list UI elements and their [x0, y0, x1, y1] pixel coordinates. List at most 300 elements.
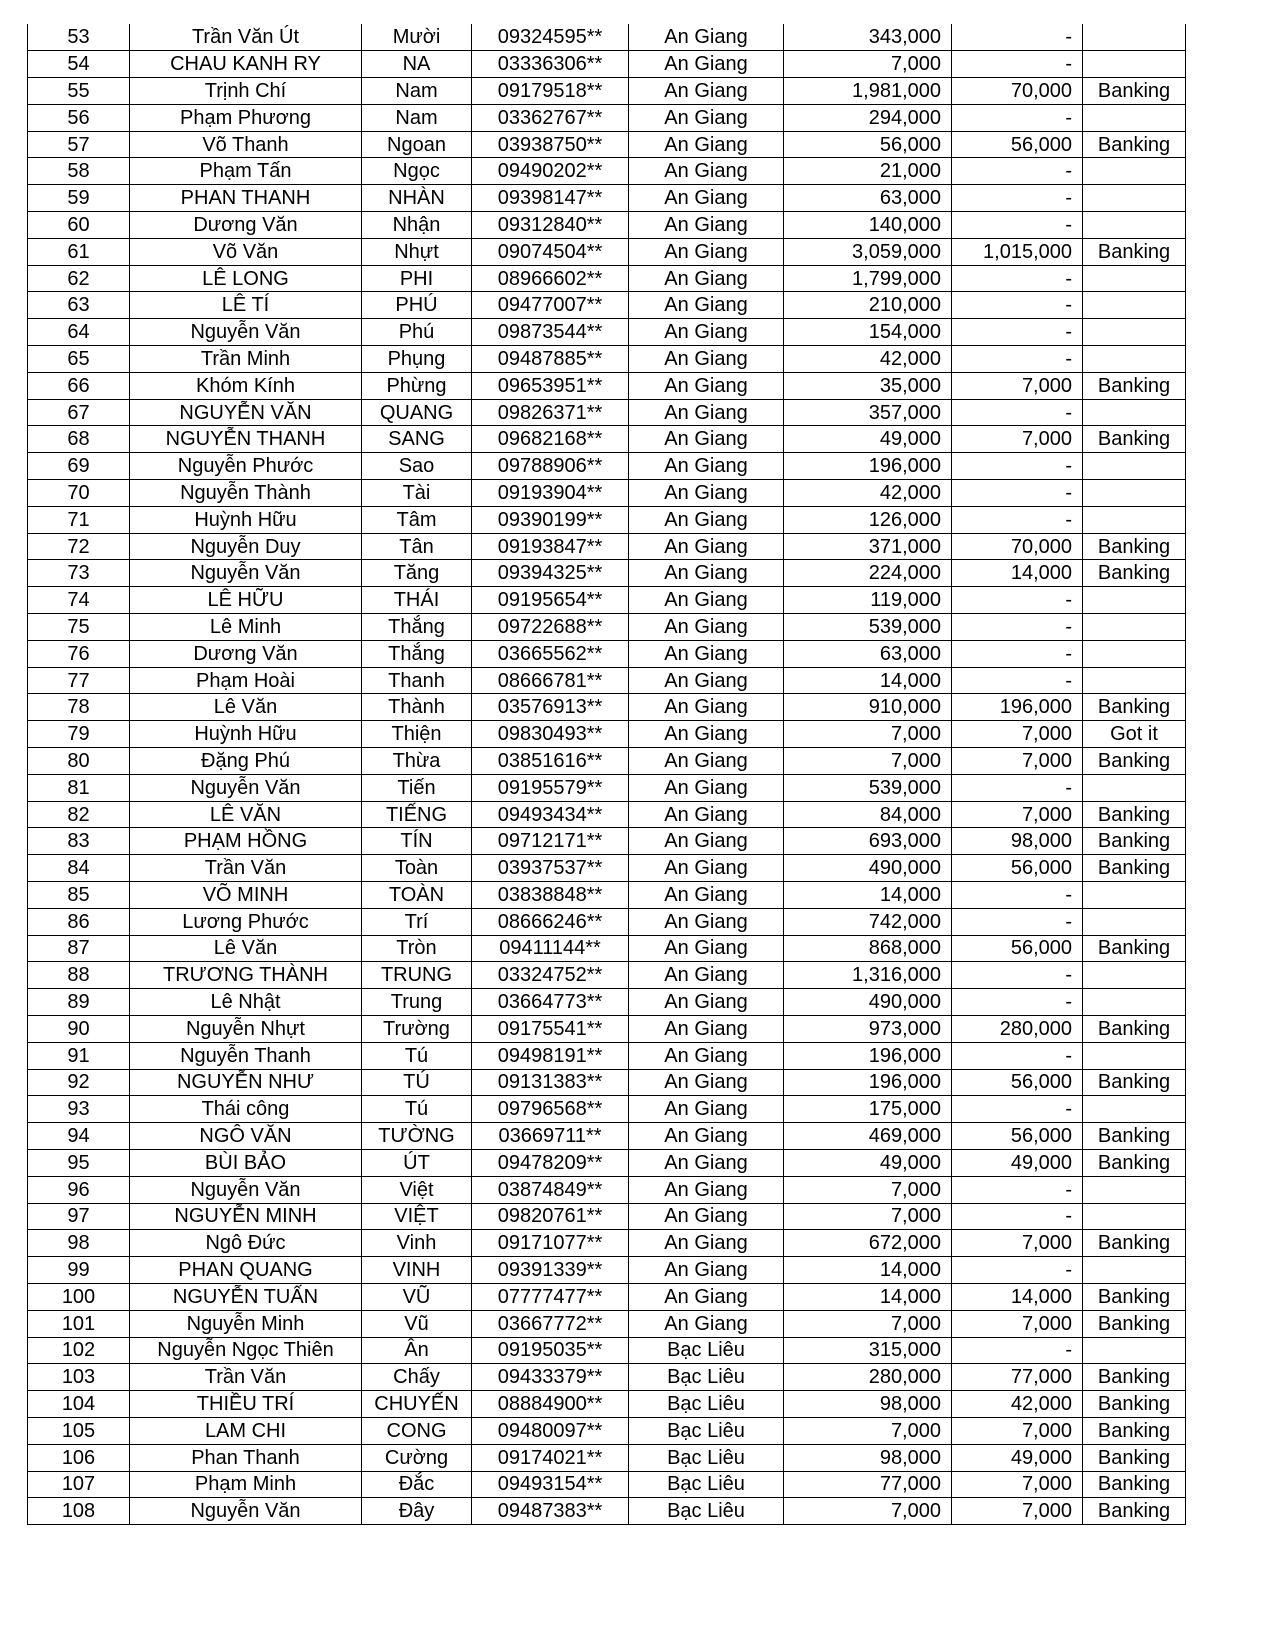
cell-first-name: QUANG	[362, 399, 472, 426]
cell-number: 88	[28, 962, 130, 989]
cell-first-name: Sao	[362, 453, 472, 480]
cell-last-name: Phạm Hoài	[130, 667, 362, 694]
cell-phone: 08884900**	[472, 1391, 629, 1418]
cell-number: 90	[28, 1015, 130, 1042]
cell-paid: -	[952, 319, 1083, 346]
cell-phone: 09195579**	[472, 774, 629, 801]
cell-province: An Giang	[629, 426, 784, 453]
cell-amount: 294,000	[784, 104, 952, 131]
cell-first-name: Thừa	[362, 748, 472, 775]
cell-number: 108	[28, 1498, 130, 1525]
cell-province: An Giang	[629, 1203, 784, 1230]
cell-first-name: Thiện	[362, 721, 472, 748]
cell-number: 65	[28, 346, 130, 373]
cell-method	[1083, 158, 1186, 185]
cell-amount: 98,000	[784, 1444, 952, 1471]
cell-paid: 70,000	[952, 78, 1083, 105]
cell-amount: 539,000	[784, 614, 952, 641]
cell-paid: -	[952, 51, 1083, 78]
table-row	[28, 828, 1186, 855]
table-row	[28, 399, 1186, 426]
cell-number: 94	[28, 1123, 130, 1150]
cell-method	[1083, 399, 1186, 426]
cell-last-name: PHẠM HỒNG	[130, 828, 362, 855]
cell-province: An Giang	[629, 104, 784, 131]
cell-province: An Giang	[629, 748, 784, 775]
table-row	[28, 721, 1186, 748]
cell-province: An Giang	[629, 721, 784, 748]
cell-paid: -	[952, 962, 1083, 989]
cell-province: An Giang	[629, 533, 784, 560]
cell-phone: 09487383**	[472, 1498, 629, 1525]
cell-phone: 09796568**	[472, 1096, 629, 1123]
cell-phone: 09195654**	[472, 587, 629, 614]
cell-province: An Giang	[629, 1257, 784, 1284]
cell-province: Bạc Liêu	[629, 1471, 784, 1498]
cell-last-name: Đặng Phú	[130, 748, 362, 775]
cell-province: An Giang	[629, 935, 784, 962]
table-row	[28, 1471, 1186, 1498]
cell-paid: 70,000	[952, 533, 1083, 560]
cell-province: An Giang	[629, 801, 784, 828]
cell-first-name: Cường	[362, 1444, 472, 1471]
cell-province: An Giang	[629, 238, 784, 265]
cell-number: 95	[28, 1149, 130, 1176]
cell-last-name: Nguyễn Phước	[130, 453, 362, 480]
cell-province: An Giang	[629, 480, 784, 507]
cell-province: An Giang	[629, 346, 784, 373]
cell-number: 98	[28, 1230, 130, 1257]
table-row	[28, 372, 1186, 399]
cell-first-name: NHÀN	[362, 185, 472, 212]
cell-method	[1083, 1096, 1186, 1123]
cell-amount: 1,799,000	[784, 265, 952, 292]
cell-first-name: THÁI	[362, 587, 472, 614]
cell-first-name: CHUYẾN	[362, 1391, 472, 1418]
cell-province: An Giang	[629, 1015, 784, 1042]
cell-method	[1083, 24, 1186, 51]
cell-method: Banking	[1083, 1417, 1186, 1444]
table-row	[28, 346, 1186, 373]
cell-paid: -	[952, 480, 1083, 507]
cell-phone: 09175541**	[472, 1015, 629, 1042]
cell-first-name: Trung	[362, 989, 472, 1016]
cell-first-name: TÚ	[362, 1069, 472, 1096]
cell-method: Banking	[1083, 1149, 1186, 1176]
cell-method: Banking	[1083, 78, 1186, 105]
cell-province: An Giang	[629, 908, 784, 935]
cell-last-name: Nguyễn Văn	[130, 319, 362, 346]
table-row	[28, 560, 1186, 587]
cell-method: Banking	[1083, 1283, 1186, 1310]
cell-paid: 7,000	[952, 1310, 1083, 1337]
cell-first-name: TRUNG	[362, 962, 472, 989]
cell-province: An Giang	[629, 640, 784, 667]
table-row	[28, 1203, 1186, 1230]
cell-paid: -	[952, 1096, 1083, 1123]
cell-first-name: Nam	[362, 78, 472, 105]
cell-province: An Giang	[629, 131, 784, 158]
cell-phone: 09477007**	[472, 292, 629, 319]
cell-paid: -	[952, 1337, 1083, 1364]
cell-first-name: Tiến	[362, 774, 472, 801]
cell-method: Banking	[1083, 1069, 1186, 1096]
cell-method: Banking	[1083, 1364, 1186, 1391]
cell-number: 55	[28, 78, 130, 105]
cell-phone: 09398147**	[472, 185, 629, 212]
cell-last-name: Nguyễn Minh	[130, 1310, 362, 1337]
table-row	[28, 158, 1186, 185]
cell-phone: 09873544**	[472, 319, 629, 346]
cell-paid: 49,000	[952, 1444, 1083, 1471]
cell-last-name: Trịnh Chí	[130, 78, 362, 105]
cell-phone: 09174021**	[472, 1444, 629, 1471]
cell-number: 84	[28, 855, 130, 882]
cell-method	[1083, 587, 1186, 614]
cell-last-name: Phạm Tấn	[130, 158, 362, 185]
cell-amount: 63,000	[784, 640, 952, 667]
cell-number: 71	[28, 506, 130, 533]
cell-province: An Giang	[629, 962, 784, 989]
cell-amount: 539,000	[784, 774, 952, 801]
cell-method	[1083, 51, 1186, 78]
cell-number: 80	[28, 748, 130, 775]
cell-number: 60	[28, 212, 130, 239]
cell-last-name: NGUYỄN TUẤN	[130, 1283, 362, 1310]
cell-last-name: Dương Văn	[130, 640, 362, 667]
cell-number: 105	[28, 1417, 130, 1444]
cell-first-name: CONG	[362, 1417, 472, 1444]
cell-phone: 09433379**	[472, 1364, 629, 1391]
cell-amount: 490,000	[784, 989, 952, 1016]
cell-number: 59	[28, 185, 130, 212]
cell-last-name: Huỳnh Hữu	[130, 506, 362, 533]
cell-first-name: TÍN	[362, 828, 472, 855]
cell-phone: 09193904**	[472, 480, 629, 507]
table-row	[28, 1391, 1186, 1418]
table-row	[28, 1230, 1186, 1257]
cell-province: An Giang	[629, 24, 784, 51]
cell-method: Banking	[1083, 828, 1186, 855]
table-row	[28, 212, 1186, 239]
cell-number: 77	[28, 667, 130, 694]
cell-province: An Giang	[629, 453, 784, 480]
table-row	[28, 614, 1186, 641]
cell-phone: 09653951**	[472, 372, 629, 399]
cell-last-name: Nguyễn Văn	[130, 1498, 362, 1525]
cell-first-name: Ân	[362, 1337, 472, 1364]
cell-first-name: Phú	[362, 319, 472, 346]
cell-amount: 98,000	[784, 1391, 952, 1418]
cell-first-name: Tân	[362, 533, 472, 560]
cell-amount: 315,000	[784, 1337, 952, 1364]
cell-paid: -	[952, 104, 1083, 131]
cell-method: Banking	[1083, 426, 1186, 453]
cell-method: Banking	[1083, 372, 1186, 399]
cell-first-name: Trí	[362, 908, 472, 935]
cell-last-name: Thái công	[130, 1096, 362, 1123]
cell-first-name: Thanh	[362, 667, 472, 694]
table-row	[28, 238, 1186, 265]
cell-amount: 56,000	[784, 131, 952, 158]
cell-last-name: Khóm Kính	[130, 372, 362, 399]
cell-method	[1083, 185, 1186, 212]
cell-method: Banking	[1083, 1471, 1186, 1498]
table-row	[28, 1310, 1186, 1337]
cell-first-name: Nam	[362, 104, 472, 131]
cell-paid: -	[952, 1042, 1083, 1069]
cell-number: 61	[28, 238, 130, 265]
cell-method	[1083, 667, 1186, 694]
cell-phone: 09682168**	[472, 426, 629, 453]
cell-amount: 672,000	[784, 1230, 952, 1257]
cell-paid: 98,000	[952, 828, 1083, 855]
winners-table	[27, 24, 1186, 1525]
cell-first-name: TOÀN	[362, 882, 472, 909]
cell-phone: 09826371**	[472, 399, 629, 426]
cell-method	[1083, 480, 1186, 507]
cell-amount: 1,316,000	[784, 962, 952, 989]
cell-method	[1083, 265, 1186, 292]
cell-last-name: Trần Văn	[130, 855, 362, 882]
table-body	[28, 24, 1186, 1525]
cell-province: An Giang	[629, 1069, 784, 1096]
cell-paid: 1,015,000	[952, 238, 1083, 265]
cell-last-name: Huỳnh Hữu	[130, 721, 362, 748]
cell-first-name: PHÚ	[362, 292, 472, 319]
cell-province: An Giang	[629, 774, 784, 801]
cell-number: 102	[28, 1337, 130, 1364]
cell-phone: 03667772**	[472, 1310, 629, 1337]
cell-method: Banking	[1083, 1123, 1186, 1150]
cell-amount: 49,000	[784, 426, 952, 453]
cell-amount: 973,000	[784, 1015, 952, 1042]
cell-paid: -	[952, 346, 1083, 373]
cell-number: 69	[28, 453, 130, 480]
cell-phone: 03937537**	[472, 855, 629, 882]
cell-last-name: BÙI BẢO	[130, 1149, 362, 1176]
cell-method	[1083, 319, 1186, 346]
cell-first-name: Nhận	[362, 212, 472, 239]
cell-last-name: Nguyễn Thành	[130, 480, 362, 507]
table-row	[28, 882, 1186, 909]
cell-province: Bạc Liêu	[629, 1498, 784, 1525]
cell-first-name: TƯỜNG	[362, 1123, 472, 1150]
cell-last-name: Ngô Đức	[130, 1230, 362, 1257]
cell-method	[1083, 1176, 1186, 1203]
cell-amount: 14,000	[784, 1283, 952, 1310]
cell-paid: -	[952, 399, 1083, 426]
cell-first-name: Nhựt	[362, 238, 472, 265]
cell-phone: 08966602**	[472, 265, 629, 292]
cell-amount: 343,000	[784, 24, 952, 51]
cell-method	[1083, 989, 1186, 1016]
cell-amount: 42,000	[784, 480, 952, 507]
cell-first-name: Thành	[362, 694, 472, 721]
cell-province: An Giang	[629, 399, 784, 426]
cell-first-name: Tăng	[362, 560, 472, 587]
cell-phone: 09391339**	[472, 1257, 629, 1284]
cell-method: Got it	[1083, 721, 1186, 748]
table-row	[28, 1283, 1186, 1310]
table-row	[28, 1257, 1186, 1284]
cell-first-name: Đây	[362, 1498, 472, 1525]
cell-paid: -	[952, 587, 1083, 614]
cell-number: 54	[28, 51, 130, 78]
cell-amount: 7,000	[784, 1498, 952, 1525]
table-row	[28, 24, 1186, 51]
cell-paid: 56,000	[952, 935, 1083, 962]
cell-first-name: Toàn	[362, 855, 472, 882]
cell-province: An Giang	[629, 292, 784, 319]
table-row	[28, 1364, 1186, 1391]
cell-amount: 175,000	[784, 1096, 952, 1123]
cell-number: 76	[28, 640, 130, 667]
cell-method	[1083, 453, 1186, 480]
cell-method	[1083, 1257, 1186, 1284]
cell-paid: -	[952, 667, 1083, 694]
table-row	[28, 78, 1186, 105]
cell-last-name: NGUYỄN MINH	[130, 1203, 362, 1230]
cell-amount: 14,000	[784, 667, 952, 694]
cell-first-name: Đắc	[362, 1471, 472, 1498]
cell-method	[1083, 882, 1186, 909]
cell-amount: 49,000	[784, 1149, 952, 1176]
cell-phone: 09820761**	[472, 1203, 629, 1230]
cell-last-name: Phan Thanh	[130, 1444, 362, 1471]
cell-first-name: Thắng	[362, 614, 472, 641]
cell-province: An Giang	[629, 882, 784, 909]
cell-method: Banking	[1083, 748, 1186, 775]
cell-paid: 14,000	[952, 1283, 1083, 1310]
cell-paid: 7,000	[952, 1230, 1083, 1257]
cell-amount: 490,000	[784, 855, 952, 882]
cell-province: An Giang	[629, 212, 784, 239]
cell-amount: 371,000	[784, 533, 952, 560]
cell-paid: -	[952, 908, 1083, 935]
cell-amount: 196,000	[784, 1042, 952, 1069]
cell-amount: 7,000	[784, 1310, 952, 1337]
table-row	[28, 506, 1186, 533]
table-row	[28, 1015, 1186, 1042]
cell-amount: 910,000	[784, 694, 952, 721]
cell-number: 107	[28, 1471, 130, 1498]
cell-amount: 210,000	[784, 292, 952, 319]
cell-paid: 49,000	[952, 1149, 1083, 1176]
table-row	[28, 292, 1186, 319]
cell-phone: 09131383**	[472, 1069, 629, 1096]
cell-phone: 09493154**	[472, 1471, 629, 1498]
table-row	[28, 319, 1186, 346]
cell-province: An Giang	[629, 560, 784, 587]
cell-phone: 03874849**	[472, 1176, 629, 1203]
cell-method: Banking	[1083, 1230, 1186, 1257]
cell-method	[1083, 346, 1186, 373]
cell-province: An Giang	[629, 1096, 784, 1123]
cell-amount: 84,000	[784, 801, 952, 828]
cell-method: Banking	[1083, 1444, 1186, 1471]
cell-paid: -	[952, 185, 1083, 212]
cell-last-name: NGUYỄN VĂN	[130, 399, 362, 426]
cell-amount: 7,000	[784, 721, 952, 748]
cell-phone: 09498191**	[472, 1042, 629, 1069]
cell-phone: 09788906**	[472, 453, 629, 480]
cell-method	[1083, 962, 1186, 989]
cell-amount: 14,000	[784, 1257, 952, 1284]
cell-last-name: Nguyễn Văn	[130, 560, 362, 587]
cell-amount: 357,000	[784, 399, 952, 426]
table-row	[28, 426, 1186, 453]
cell-paid: 7,000	[952, 1471, 1083, 1498]
cell-first-name: Phụng	[362, 346, 472, 373]
cell-last-name: Nguyễn Ngọc Thiên	[130, 1337, 362, 1364]
cell-first-name: Ngoan	[362, 131, 472, 158]
cell-number: 82	[28, 801, 130, 828]
cell-amount: 7,000	[784, 51, 952, 78]
cell-method	[1083, 774, 1186, 801]
table-row	[28, 694, 1186, 721]
cell-amount: 693,000	[784, 828, 952, 855]
cell-method: Banking	[1083, 560, 1186, 587]
cell-method	[1083, 1203, 1186, 1230]
cell-province: An Giang	[629, 989, 784, 1016]
cell-number: 68	[28, 426, 130, 453]
cell-number: 78	[28, 694, 130, 721]
cell-phone: 09195035**	[472, 1337, 629, 1364]
cell-paid: -	[952, 265, 1083, 292]
cell-paid: -	[952, 774, 1083, 801]
cell-number: 73	[28, 560, 130, 587]
cell-number: 64	[28, 319, 130, 346]
cell-paid: -	[952, 158, 1083, 185]
cell-amount: 119,000	[784, 587, 952, 614]
cell-number: 104	[28, 1391, 130, 1418]
cell-paid: 196,000	[952, 694, 1083, 721]
cell-amount: 469,000	[784, 1123, 952, 1150]
cell-paid: 7,000	[952, 372, 1083, 399]
cell-phone: 03576913**	[472, 694, 629, 721]
cell-last-name: NGÔ VĂN	[130, 1123, 362, 1150]
cell-phone: 03324752**	[472, 962, 629, 989]
cell-province: An Giang	[629, 1176, 784, 1203]
cell-province: An Giang	[629, 614, 784, 641]
cell-phone: 09394325**	[472, 560, 629, 587]
cell-first-name: TIẾNG	[362, 801, 472, 828]
cell-number: 85	[28, 882, 130, 909]
cell-last-name: PHAN QUANG	[130, 1257, 362, 1284]
cell-phone: 08666246**	[472, 908, 629, 935]
cell-amount: 42,000	[784, 346, 952, 373]
cell-amount: 280,000	[784, 1364, 952, 1391]
cell-province: An Giang	[629, 1310, 784, 1337]
cell-last-name: Trần Văn	[130, 1364, 362, 1391]
cell-phone: 09074504**	[472, 238, 629, 265]
cell-last-name: Trần Minh	[130, 346, 362, 373]
cell-number: 97	[28, 1203, 130, 1230]
cell-amount: 154,000	[784, 319, 952, 346]
cell-amount: 7,000	[784, 1417, 952, 1444]
cell-paid: 56,000	[952, 1123, 1083, 1150]
cell-paid: 42,000	[952, 1391, 1083, 1418]
cell-phone: 09478209**	[472, 1149, 629, 1176]
cell-method	[1083, 640, 1186, 667]
cell-last-name: Lê Nhật	[130, 989, 362, 1016]
cell-paid: -	[952, 882, 1083, 909]
cell-amount: 14,000	[784, 882, 952, 909]
cell-province: An Giang	[629, 1149, 784, 1176]
cell-number: 66	[28, 372, 130, 399]
cell-method: Banking	[1083, 1391, 1186, 1418]
